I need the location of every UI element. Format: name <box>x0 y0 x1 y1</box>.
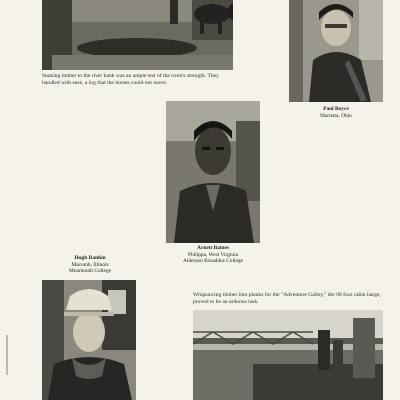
person-hometown: Philippa, West Virginia <box>187 251 238 258</box>
whipsawing-caption: Whipsawing timber into planks for the "Adventure Galley," the 90 foot cabin barge, proved to be an arduous task. <box>193 292 381 305</box>
oxen-timber-photo <box>42 0 233 70</box>
hugh-rankin-photo <box>42 280 136 400</box>
person-college: Monmouth College <box>68 268 112 275</box>
person-name: Paul Boyce <box>323 106 349 112</box>
arnett-baines-photo <box>166 101 260 243</box>
oxen-timber-caption: Snaking timber to the river bank was an ample test of the oxen's strength. They handled with ease, a log that the horses could not move. <box>42 73 219 86</box>
person-college: Alderson Broaddus College <box>183 258 243 265</box>
arnett-baines-caption <box>160 245 266 265</box>
binding-edge <box>6 335 8 375</box>
paul-boyce-photo <box>289 0 383 102</box>
paul-boyce-caption <box>289 106 383 119</box>
person-name: Hugh Rankin <box>74 255 106 261</box>
person-hometown: Macomb, Illinois <box>71 261 109 268</box>
whipsawing-photo <box>193 310 383 400</box>
person-hometown: Marietta, Ohio <box>320 112 352 119</box>
person-name: Arnett Baines <box>197 245 229 251</box>
hugh-rankin-caption <box>42 255 138 275</box>
